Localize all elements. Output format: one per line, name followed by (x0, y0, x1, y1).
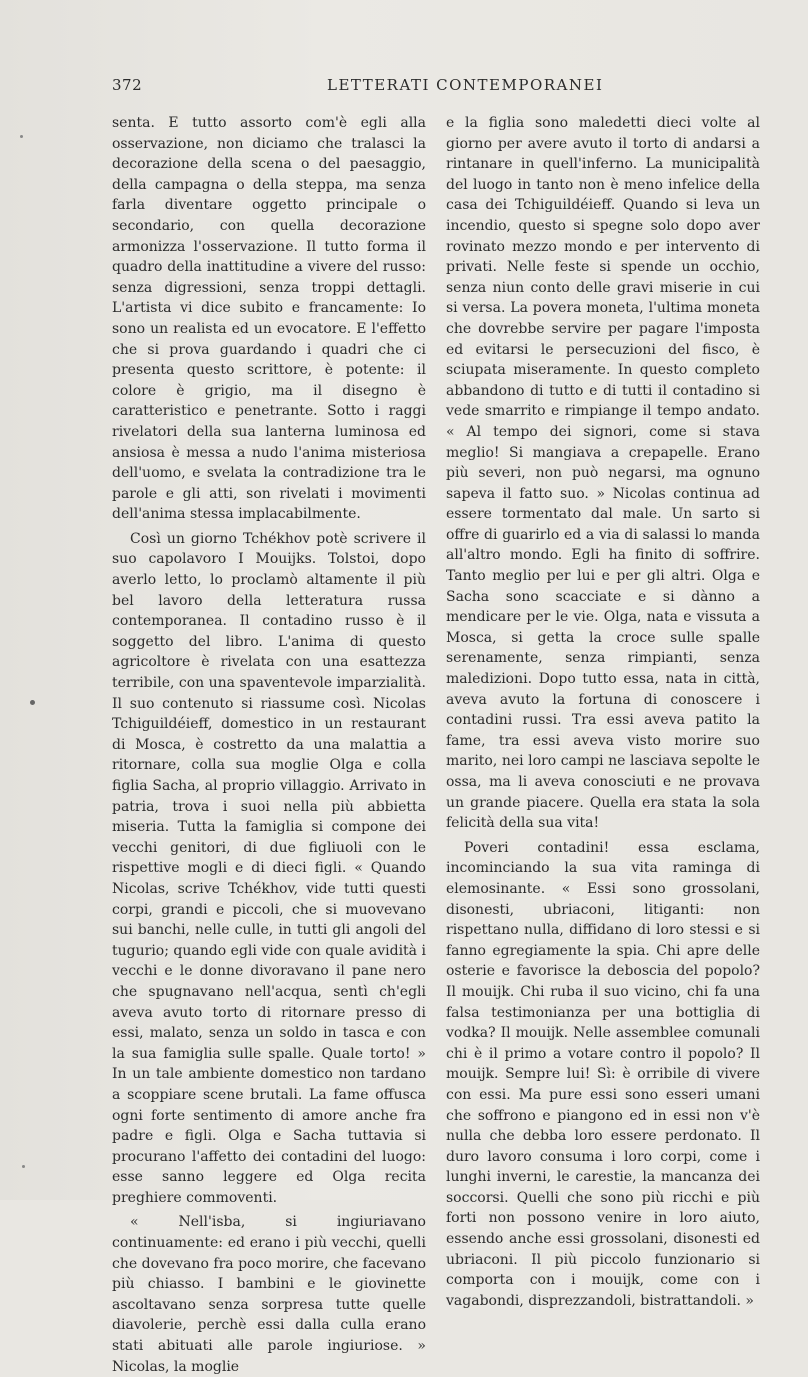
paper-speck (22, 1165, 25, 1168)
paragraph: Così un giorno Tchékhov potè scrivere il suo capolavoro I Mouijks. Tolstoi, dopo averlo letto, lo proclamò altamente il più bel lavoro della letteratura russa contemporanea. Il contadino russo è il soggetto del libro. L'anima di questo agricoltore è rivelata con una esattezza terribile, con una spaventevole imparzialità. Il suo contenuto si riassume così. Nicolas Tchiguildéieff, domestico in un restaurant di Mosca, è costretto da una malattia a ritornare, colla sua moglie Olga e colla figlia Sacha, al proprio villaggio. Arrivato in patria, trova i suoi nella più abbietta miseria. Tutta la famiglia si compone dei vecchi genitori, di due figliuoli con le rispettive mogli e di dieci figli. « Quando Nicolas, scrive Tchékhov, vide tutti questi corpi, grandi e piccoli, che si muovevano sui banchi, nelle culle, in tutti gli angoli del tugurio; quando egli vide con quale avidità i vecchi e le donne divoravano il pane nero che spugnavano nell'acqua, sentì ch'egli aveva avuto torto di ritornare presso di essi, malato, senza un soldo in tasca e con la sua famiglia sulle spalle. Quale torto! » In un tale ambiente domestico non tardano a scoppiare scene brutali. La fame offusca ogni forte sentimento di amore anche fra padre e figli. Olga e Sacha tuttavia si procurano l'affetto dei contadini del luogo: esse sanno leggere ed Olga recita preghiere commoventi. (112, 530, 426, 1206)
page-header (112, 70, 723, 100)
paragraph: « Nell'isba, si ingiuriavano continuamente: ed erano i più vecchi, quelli che dovevano fra poco morire, che facevano più chiasso. I bambini e le giovinette ascoltavano senza sorpresa tutte quelle diavolerie, perchè essi dalla culla erano stati abituati alle parole ingiuriose. » Nicolas, la moglie (112, 1214, 426, 1375)
paragraph: e la figlia sono maledetti dieci volte al giorno per avere avuto il torto di andarsi a rintanare in quell'inferno. La municipalità del luogo in tanto non è meno infelice della casa dei Tchiguildéieff. Quando si leva un incendio, questo si spegne solo dopo aver rovinato mezzo mondo e per intervento di privati. Nelle feste si spende un occhio, senza niun conto delle gravi miserie in cui si versa. La povera moneta, l'ultima moneta che dovrebbe servire per pagare l'imposta ed evitarsi le persecuzioni del fisco, è sciupata miseramente. In questo completo abbandono di tutto e di tutti il contadino si vede smarrito e rimpiange il tempo andato. « Al tempo dei signori, come si stava meglio! Si mangiava a crepapelle. Erano più severi, non può negarsi, ma ognuno sapeva il fatto suo. » Nicolas continua ad essere tormentato dal male. Un sarto si offre di guarirlo ed a via di salassi lo manda all'altro mondo. Egli ha finito di soffrire. Tanto meglio per lui e per gli altri. Olga e Sacha sono scacciate e si dànno a mendicare per le vie. Olga, nata e vissuta a Mosca, si getta la croce sulle spalle serenamente, senza rimpianti, senza maledizioni. Dopo tutto essa, nata in città, aveva avuto la fortuna di conoscere i contadini russi. Tra essi aveva patito la fame, tra essi aveva visto morire suo marito, nei loro campi ne lasciava sepolte le ossa, ma li aveva conosciuti e ne provava un grande piacere. Quella era stata la sola felicità della sua vita! (446, 115, 760, 832)
paragraph: Poveri contadini! essa esclama, incominciando la sua vita raminga di elemosinante. « Essi sono grossolani, disonesti, ubriaconi, litiganti: non rispettano nulla, diffidano di loro stessi e si fanno egregiamente la spia. Chi apre delle osterie e favorisce la deboscia del popolo? Il mouijk. Chi ruba il suo vicino, chi fa una falsa testimonianza per una bottiglia di vodka? Il mouijk. Nelle assemblee comunali chi è il primo a votare contro il popolo? Il mouijk. Sempre lui! Sì: è orribile di vivere con essi. Ma pure essi sono esseri umani che soffrono e piangono ed in essi non v'è nulla che debba loro essere perdonato. Il duro lavoro consuma i loro corpi, come i lunghi inverni, le carestie, la mancanza dei soccorsi. Quelli che sono più ricchi e più forti non possono venire in loro aiuto, essendo anche essi grossolani, disonesti ed ubriaconi. Il più piccolo funzionario si comporta con i mouijk, come con i vagabondi, disprezzandoli, bistrattandoli. » (446, 839, 760, 1309)
margin-mark (30, 700, 35, 705)
left-column (112, 113, 426, 1377)
page-number: 372 (112, 76, 143, 94)
paper-speck (20, 135, 23, 138)
running-head: LETTERATI CONTEMPORANEI (327, 76, 604, 94)
paragraph: senta. E tutto assorto com'è egli alla osservazione, non diciamo che tralasci la decorazione della scena o del paesaggio, della campagna o della steppa, ma senza farla diventare oggetto principale o secondario, con quella decorazione armonizza l'osservazione. Il tutto forma il quadro della inattitudine a vivere del russo: senza digressioni, senza troppi dettagli. L'artista vi dice subito e francamente: Io sono un realista ed un evocatore. E l'effetto che si prova guardando i quadri che ci presenta questo scrittore, è potente: il colore è grigio, ma il disegno è caratteristico e penetrante. Sotto i raggi rivelatori della sua lanterna luminosa ed ansiosa è messa a nudo l'anima misteriosa dell'uomo, e svelata la contradizione tra le parole e gli atti, son rivelati i movimenti dell'anima stessa implacabilmente. (112, 115, 426, 523)
right-column (446, 113, 760, 1311)
